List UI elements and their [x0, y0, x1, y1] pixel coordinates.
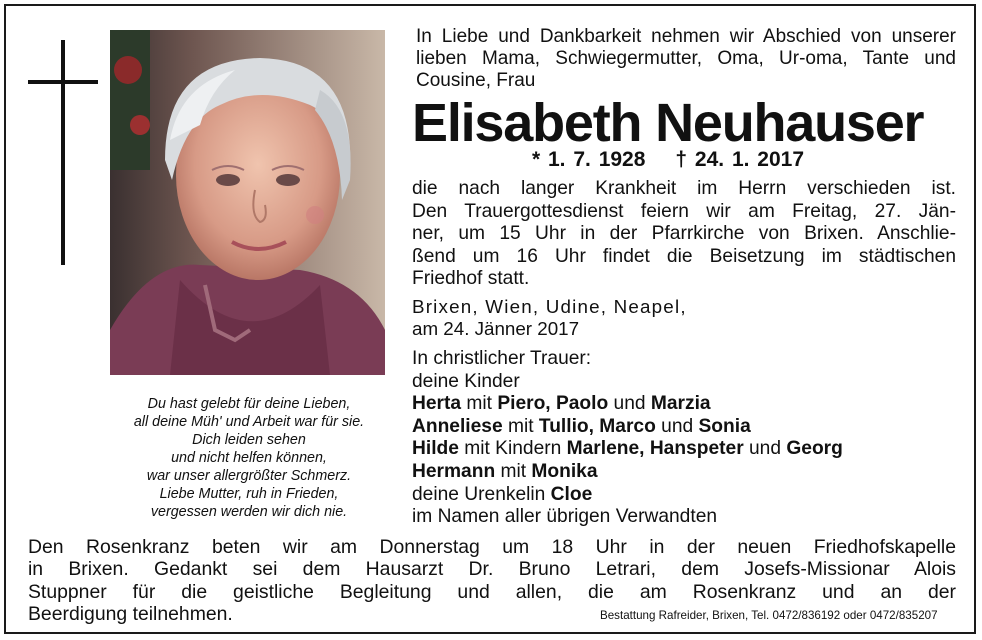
poem-line: war unser allergrößter Schmerz.: [146, 468, 352, 484]
body-line: Den Trauergottesdienst feiern wir am Freitag, 27. Jän-: [412, 200, 956, 222]
closing-line: Den Rosenkranz beten wir am Donnerstag um 18 Uhr in der neuen Friedhofskapelle: [28, 536, 956, 558]
closing-line: Stuppner für die geistliche Begleitung und allen, die am Rosenkranz und an der: [28, 580, 956, 603]
mourner-partners: Piero, Paolo: [497, 393, 609, 415]
mourner-row: [412, 438, 843, 461]
undertaker-info: Bestattung Rafreider, Brixen, Tel. 0472/836192 oder 0472/835207: [600, 609, 938, 622]
mourners-heading: In christlicher Trauer:: [412, 348, 592, 369]
body-line: ner, um 15 Uhr in der Pfarrkirche von Brixen. Anschlie-: [412, 223, 956, 244]
closing-line: Beerdigung teilnehmen.: [28, 602, 233, 625]
connector-text: und: [655, 415, 699, 437]
mourner-row: [412, 461, 843, 484]
places-line: Brixen, Wien, Udine, Neapel,: [412, 296, 687, 317]
mourner-row: [412, 416, 843, 439]
mourner-partners: Tullio, Marco: [538, 415, 656, 437]
mourner-name: Cloe: [550, 483, 593, 505]
mourner-partners: Marlene, Hanspeter: [566, 438, 744, 460]
connector-text: und: [608, 393, 651, 415]
mourner-partner: Monika: [531, 460, 598, 482]
mourner-name: Hilde: [412, 438, 459, 460]
date-line: am 24. Jänner 2017: [412, 318, 580, 339]
connector-text: mit: [502, 415, 539, 437]
birth-date: * 1. 7. 1928: [532, 148, 646, 171]
connector-text: mit Kindern: [458, 438, 567, 460]
connector-text: mit: [461, 393, 498, 415]
poem-line: Du hast gelebt für deine Lieben,: [147, 396, 351, 412]
mourner-name: Herta: [412, 393, 462, 415]
relatives-line: im Namen aller übrigen Verwandten: [412, 506, 718, 528]
cross-icon: [28, 40, 98, 265]
mourner-partner: Georg: [786, 438, 843, 460]
life-dates: [532, 148, 804, 172]
poem-line: Dich leiden sehen: [192, 432, 306, 448]
poem-line: Liebe Mutter, ruh in Frieden,: [159, 486, 339, 502]
deceased-name: Elisabeth Neuhauser: [412, 93, 924, 153]
body-line: Friedhof statt.: [412, 268, 530, 289]
service-details: [412, 178, 956, 291]
portrait-photo: [110, 30, 385, 375]
mourner-partner: Marzia: [650, 393, 711, 415]
memorial-poem: [104, 395, 394, 521]
connector-text: mit: [495, 460, 532, 482]
mourner-name: Hermann: [412, 460, 496, 482]
body-line: ßend um 16 Uhr findet die Beisetzung im städtischen: [412, 245, 956, 267]
poem-line: und nicht helfen können,: [171, 450, 327, 466]
mourners-list: [412, 348, 843, 529]
mourner-row: [412, 393, 843, 416]
poem-line: all deine Müh' und Arbeit war für sie.: [133, 414, 365, 430]
poem-line: vergessen werden wir dich nie.: [150, 504, 348, 520]
mourner-partner: Sonia: [698, 415, 751, 437]
body-line: die nach langer Krankheit im Herrn verschieden ist.: [412, 178, 956, 199]
connector-text: deine Urenkelin: [412, 483, 551, 505]
intro-text: In Liebe und Dankbarkeit nehmen wir Abschied von unserer lieben Mama, Schwiegermutter, Oma, Ur-oma, Tante und Cousine, Frau: [416, 26, 956, 91]
mourner-row: [412, 484, 843, 507]
mourner-name: Anneliese: [412, 415, 503, 437]
death-date: † 24. 1. 2017: [675, 148, 805, 171]
connector-text: und: [743, 438, 787, 460]
place-and-date: [412, 296, 687, 340]
children-label: deine Kinder: [412, 370, 520, 392]
closing-line: in Brixen. Gedankt sei dem Hausarzt Dr. Bruno Letrari, dem Josefs-Missionar Alois: [28, 558, 956, 581]
